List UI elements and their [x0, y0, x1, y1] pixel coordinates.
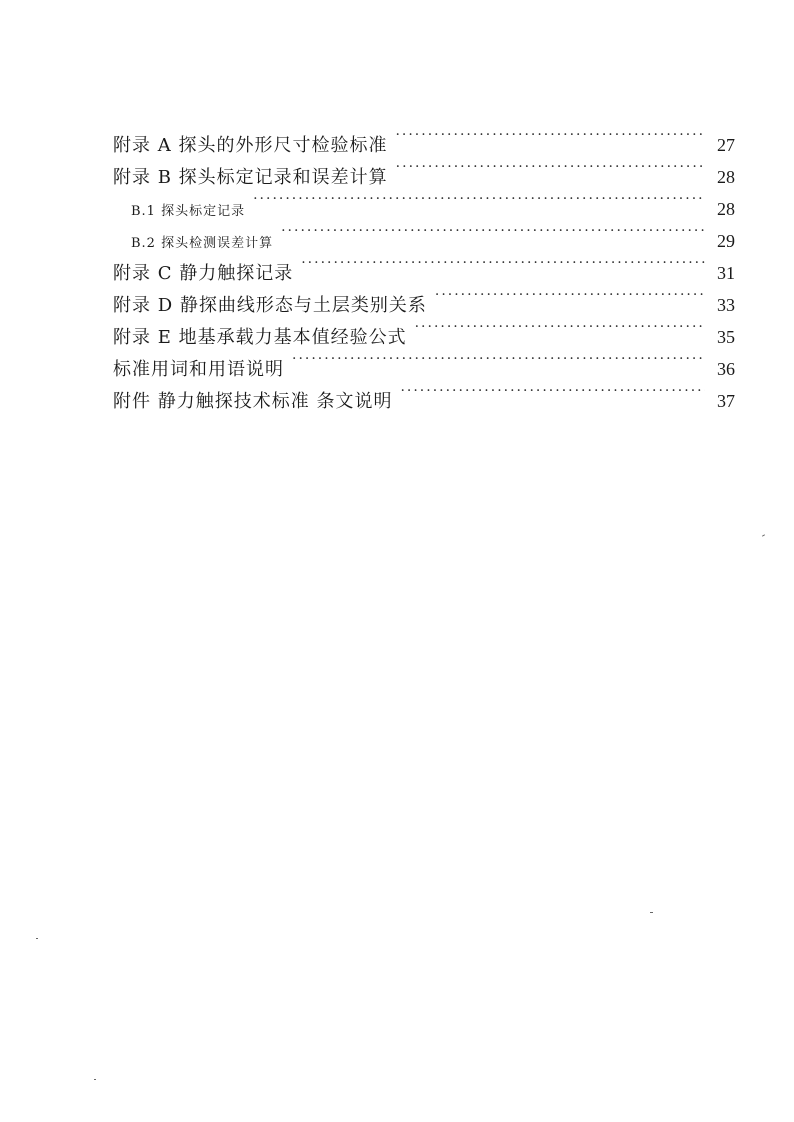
- leader-dots: [396, 151, 705, 183]
- toc-entry-appendix-a[interactable]: [113, 119, 735, 156]
- toc-entry-title: 标准用词和用语说明: [113, 359, 284, 380]
- leader-dots: [253, 183, 705, 215]
- scan-speck: [94, 1079, 96, 1080]
- toc-entry-page-number: 29: [717, 231, 735, 251]
- toc-entry-page-number: 33: [717, 295, 735, 315]
- leader-dots: [435, 279, 705, 311]
- leader-dots: [415, 311, 705, 343]
- scan-speck: [762, 534, 765, 536]
- toc-entry-title: 附录 E 地基承载力基本值经验公式: [113, 327, 407, 348]
- toc-entry-page-number: 36: [717, 359, 735, 379]
- toc-entry-title: 附录 B 探头标定记录和误差计算: [113, 167, 388, 188]
- leader-dots: [301, 247, 705, 279]
- toc-entry-page-number: 27: [717, 135, 735, 155]
- toc-entry-title: 附录 A 探头的外形尺寸检验标准: [113, 135, 388, 156]
- scan-speck: [650, 912, 653, 913]
- leader-dots: [281, 215, 705, 247]
- scan-speck: [36, 938, 38, 939]
- table-of-contents: [113, 119, 735, 412]
- toc-entry-page-number: 31: [717, 263, 735, 283]
- toc-entry-title: B.1 探头标定记录: [131, 204, 246, 219]
- toc-entry-page-number: 28: [717, 167, 735, 187]
- toc-entry-page-number: 37: [717, 391, 735, 411]
- leader-dots: [395, 119, 705, 151]
- toc-entry-title: 附录 C 静力触探记录: [113, 263, 294, 284]
- toc-entry-title: B.2 探头检测误差计算: [131, 236, 274, 251]
- toc-entry-page-number: 35: [717, 327, 735, 347]
- leader-dots: [292, 343, 705, 375]
- toc-entry-title: 附录 D 静探曲线形态与土层类别关系: [113, 295, 427, 316]
- toc-entry-page-number: 28: [717, 199, 735, 219]
- leader-dots: [400, 375, 705, 407]
- toc-entry-title: 附件 静力触探技术标准 条文说明: [113, 391, 393, 412]
